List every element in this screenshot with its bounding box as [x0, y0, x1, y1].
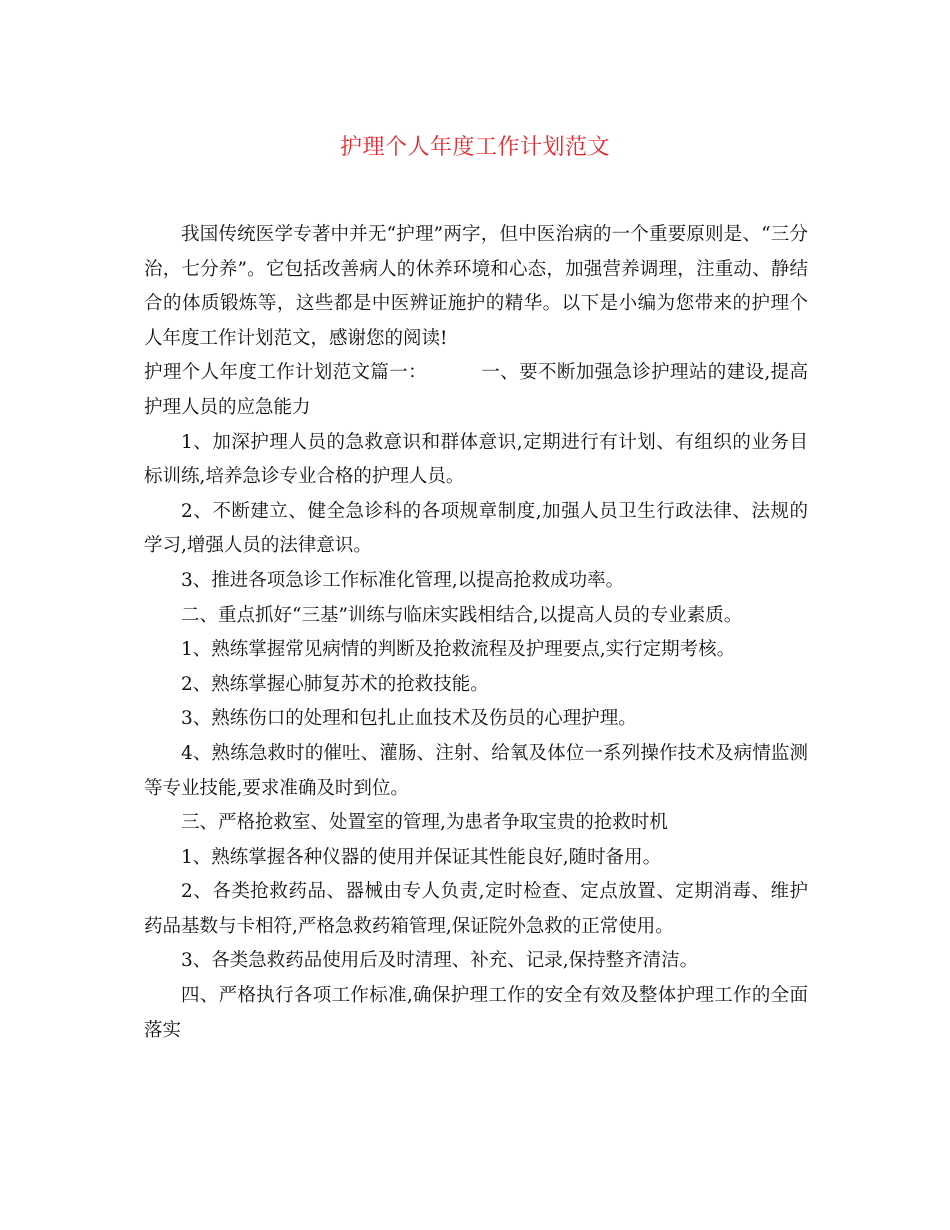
document-body [144, 218, 808, 1048]
list-item: 4、熟练急救时的催吐、灌肠、注射、给氧及体位一系列操作技术及病情监测等专业技能,要求准确及时到位。 [144, 742, 808, 799]
list-item: 3、熟练伤口的处理和包扎止血技术及伤员的心理护理。 [181, 708, 637, 730]
list-item: 1、熟练掌握常见病情的判断及抢救流程及护理要点,实行定期考核。 [181, 639, 736, 661]
list-item: 2、不断建立、健全急诊科的各项规章制度,加强人员卫生行政法律、法规的学习,增强人员的法律意识。 [144, 500, 808, 557]
intro-paragraph: 我国传统医学专著中并无“护理”两字，但中医治病的一个重要原则是、“三分治，七分养”。它包括改善病人的休养环境和心态，加强营养调理，注重动、静结合的体质锻炼等，这些都是中医辨证施护的精华。以下是小编为您带来的护理个人年度工作计划范文，感谢您的阅读! [144, 224, 808, 349]
list-item: 1、熟练掌握各种仪器的使用并保证其性能良好,随时备用。 [181, 846, 662, 868]
section-heading-1: 一、要不断加强急诊护理站的建设,提高护理人员的应急能力 [144, 362, 808, 418]
section-heading-3: 三、严格抢救室、处置室的管理,为患者争取宝贵的抢救时机 [181, 812, 668, 834]
section-one-intro-line [144, 356, 808, 425]
list-item: 1、加深护理人员的急救意识和群体意识,定期进行有计划、有组织的业务目标训练,培养急诊专业合格的护理人员。 [144, 431, 808, 488]
section-heading-4: 四、严格执行各项工作标准,确保护理工作的安全有效及整体护理工作的全面落实 [144, 985, 808, 1041]
list-item: 2、熟练掌握心肺复苏术的抢救技能。 [181, 673, 489, 695]
list-item: 3、各类急救药品使用后及时清理、补充、记录,保持整齐清洁。 [181, 950, 699, 972]
list-item: 3、推进各项急诊工作标准化管理,以提高抢救成功率。 [181, 569, 625, 591]
list-item: 2、各类抢救药品、器械由专人负责,定时检查、定点放置、定期消毒、维护药品基数与卡相符,严格急救药箱管理,保证院外急救的正常使用。 [144, 881, 808, 937]
section-label: 护理个人年度工作计划范文篇一： [144, 362, 427, 384]
page-title: 护理个人年度工作计划范文 [339, 135, 610, 160]
section-heading-2: 二、重点抓好“三基”训练与临床实践相结合,以提高人员的专业素质。 [181, 604, 743, 626]
